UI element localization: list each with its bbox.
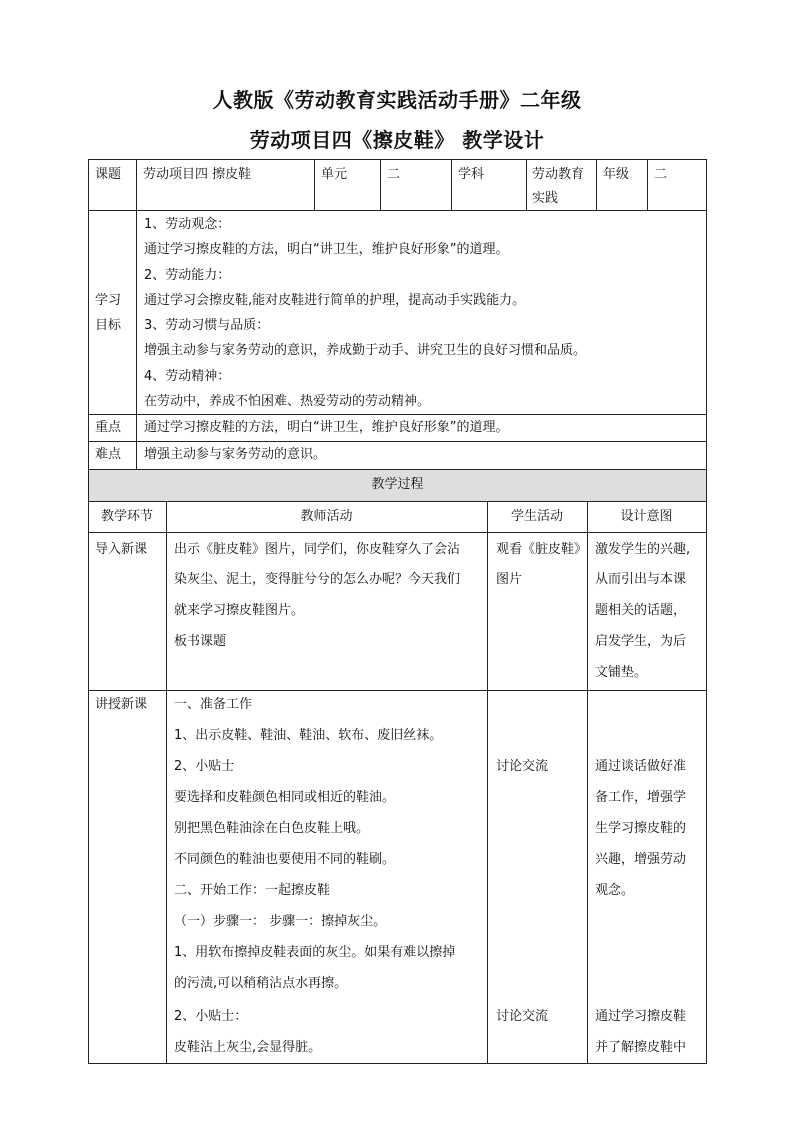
teacher-line: 别把黑色鞋油涂在白色皮鞋上哦。: [174, 821, 370, 836]
row-line-3: [88, 441, 707, 442]
teacher-line: 出示《脏皮鞋》图片，同学们，你皮鞋穿久了会沾: [174, 542, 461, 557]
row-line-1: [88, 210, 707, 211]
intent-line: 通过学习擦皮鞋: [595, 1009, 687, 1024]
teacher-line: 2、小贴士: [174, 759, 235, 774]
table-border-left: [88, 159, 89, 1064]
teacher-line: 一、准备工作: [174, 697, 253, 712]
row-line-5: [88, 501, 707, 502]
row-line-2: [88, 414, 707, 415]
table-border-top: [88, 159, 707, 160]
objective-line: 在劳动中，养成不怕困难、热爱劳动的劳动精神。: [144, 394, 431, 409]
subject-label: 学科: [458, 167, 485, 182]
process-col-line: [487, 501, 488, 1064]
stage-label: 讲授新课: [95, 697, 148, 712]
row-line-7: [88, 690, 707, 691]
info-col-line: [647, 159, 648, 210]
difficulty-label: 难点: [95, 447, 122, 462]
info-col-line: [136, 159, 137, 469]
student-line: 讨论交流: [496, 1009, 549, 1024]
column-header: 设计意图: [620, 509, 673, 524]
table-border-bottom: [88, 1063, 707, 1064]
column-header: 教学环节: [100, 509, 153, 524]
grade-label: 年级: [603, 167, 630, 182]
info-col-line: [526, 159, 527, 210]
objective-line: 2、劳动能力：: [144, 268, 231, 283]
row-line-6: [88, 532, 707, 533]
intent-line: 生学习擦皮鞋的: [595, 821, 687, 836]
intent-line: 备工作，增强学: [595, 790, 687, 805]
teacher-line: 不同颜色的鞋油也要使用不同的鞋刷。: [174, 852, 396, 867]
unit-label: 单元: [321, 167, 348, 182]
objectives-label: 目标: [95, 318, 122, 333]
intent-line: 题相关的话题，: [595, 603, 687, 618]
teacher-line: 就来学习擦皮鞋图片。: [174, 603, 305, 618]
grade-value: 二: [654, 167, 668, 182]
subject-value: 实践: [532, 191, 559, 206]
teacher-line: 1、出示皮鞋、鞋油、鞋油、软布、废旧丝袜。: [174, 728, 443, 743]
column-header: 学生活动: [510, 509, 563, 524]
process-col-line: [166, 501, 167, 1064]
info-col-line: [380, 159, 381, 210]
teacher-line: 二、开始工作：一起擦皮鞋: [174, 883, 331, 898]
teacher-line: （一）步骤一： 步骤一：擦掉灰尘。: [174, 914, 387, 929]
teacher-line: 板书课题: [174, 634, 227, 649]
objective-line: 3、劳动习惯与品质：: [144, 318, 270, 333]
info-col-line: [596, 159, 597, 210]
teacher-line: 的污渍,可以稍稍沾点水再擦。: [174, 976, 348, 991]
process-header: 教学过程: [371, 477, 424, 492]
objective-line: 4、劳动精神：: [144, 369, 231, 384]
key-point-label: 重点: [95, 420, 122, 435]
intent-line: 通过谈话做好准: [595, 759, 687, 774]
objective-line: 通过学习会擦皮鞋,能对皮鞋进行简单的护理，提高动手实践能力。: [144, 293, 526, 308]
difficulty-text: 增强主动参与家务劳动的意识。: [144, 447, 327, 462]
row-line-4: [88, 469, 707, 470]
document-subtitle: 劳动项目四《擦皮鞋》 教学设计: [249, 128, 545, 152]
process-col-line: [587, 501, 588, 1064]
key-point-text: 通过学习擦皮鞋的方法，明白“讲卫生，维护良好形象”的道理。: [144, 420, 509, 435]
student-line: 讨论交流: [496, 759, 549, 774]
objective-line: 增强主动参与家务劳动的意识，养成勤于动手、讲究卫生的良好习惯和品质。: [144, 343, 587, 358]
teacher-line: 染灰尘、泥土，变得脏兮兮的怎么办呢？今天我们: [174, 572, 461, 587]
intent-line: 观念。: [595, 883, 635, 898]
document-title: 人教版《劳动教育实践活动手册》二年级: [212, 88, 582, 112]
table-border-right: [706, 159, 707, 1064]
info-col-line: [451, 159, 452, 210]
student-line: 图片: [496, 572, 523, 587]
teacher-line: 1、用软布擦掉皮鞋表面的灰尘。如果有难以擦掉: [174, 945, 456, 960]
student-line: 观看《脏皮鞋》: [496, 542, 588, 557]
teacher-line: 皮鞋沾上灰尘,会显得脏。: [174, 1040, 322, 1055]
info-col-line: [314, 159, 315, 210]
objective-line: 1、劳动观念：: [144, 217, 231, 232]
intent-line: 并了解擦皮鞋中: [595, 1040, 687, 1055]
intent-line: 从而引出与本课: [595, 572, 687, 587]
unit-value: 二: [387, 167, 401, 182]
column-header: 教师活动: [300, 509, 353, 524]
topic-label: 课题: [95, 167, 122, 182]
stage-label: 导入新课: [95, 542, 148, 557]
topic-value: 劳动项目四 擦皮鞋: [143, 167, 252, 182]
objectives-label: 学习: [95, 293, 122, 308]
intent-line: 激发学生的兴趣,: [595, 542, 691, 557]
teacher-line: 要选择和皮鞋颜色相同或相近的鞋油。: [174, 790, 396, 805]
intent-line: 文铺垫。: [595, 665, 648, 680]
intent-line: 启发学生，为后: [595, 634, 687, 649]
teacher-line: 2、小贴士：: [174, 1009, 248, 1024]
intent-line: 兴趣，增强劳动: [595, 852, 687, 867]
subject-value: 劳动教育: [532, 167, 585, 182]
objective-line: 通过学习擦皮鞋的方法，明白“讲卫生，维护良好形象”的道理。: [144, 242, 509, 257]
